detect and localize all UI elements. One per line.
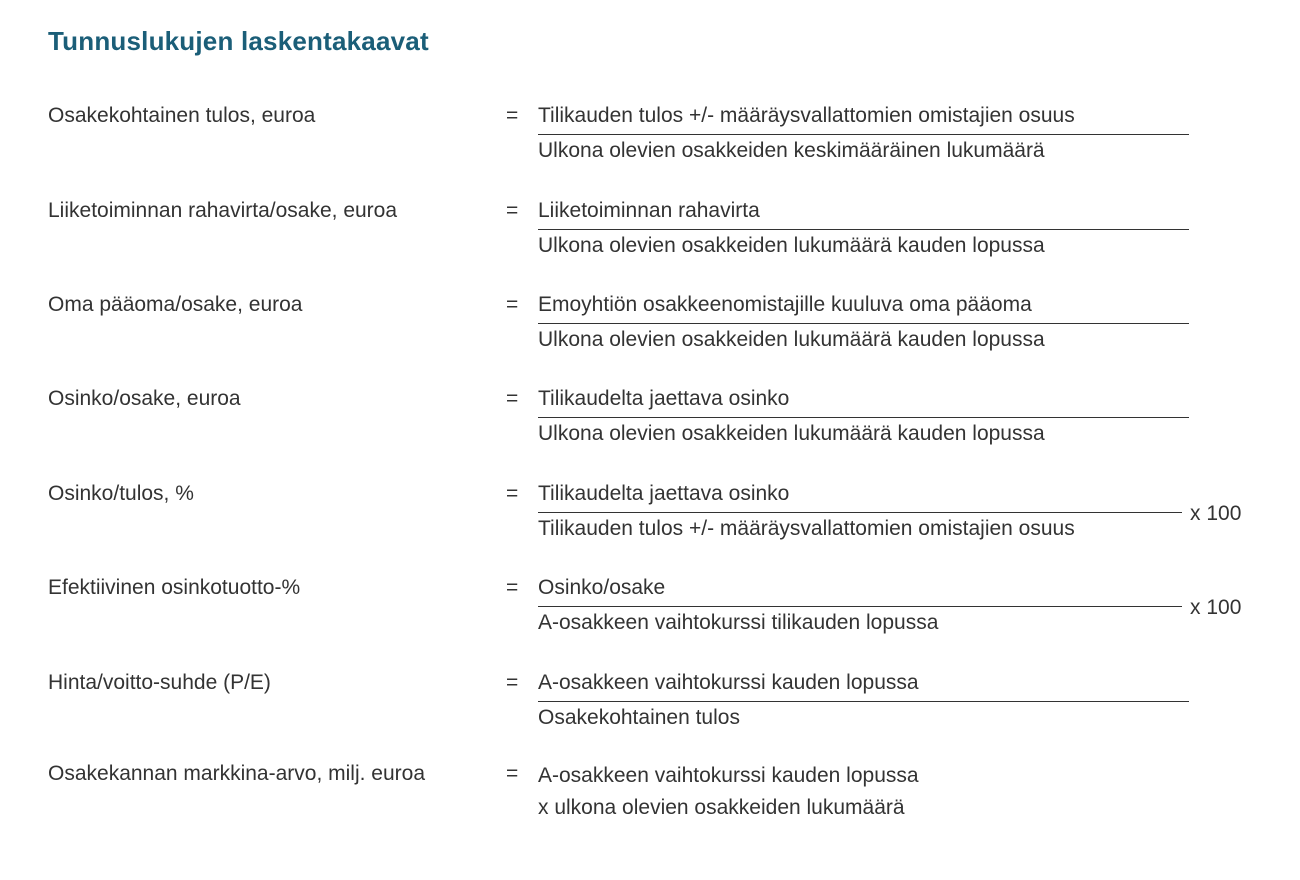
numerator: A-osakkeen vaihtokurssi kauden lopussa bbox=[538, 669, 1189, 702]
equals-sign: = bbox=[506, 482, 519, 505]
formula-row-eps bbox=[0, 102, 1300, 182]
metric-label: Osinko/tulos, % bbox=[48, 482, 194, 505]
metric-label: Liiketoiminnan rahavirta/osake, euroa bbox=[48, 199, 398, 222]
metric-label: Osakekannan markkina-arvo, milj. euroa bbox=[48, 762, 425, 785]
formula-row-cashflow-per-share bbox=[0, 197, 1300, 277]
equals-sign: = bbox=[506, 671, 519, 694]
denominator: Tilikauden tulos +/- määräysvallattomien omistajien osuus bbox=[538, 517, 1075, 540]
fraction bbox=[538, 197, 1189, 260]
denominator: Ulkona olevien osakkeiden lukumäärä kauden lopussa bbox=[538, 234, 1045, 257]
formula-row-payout-ratio bbox=[0, 480, 1300, 560]
denominator: A-osakkeen vaihtokurssi tilikauden lopussa bbox=[538, 611, 939, 634]
expression-line: x ulkona olevien osakkeiden lukumäärä bbox=[538, 796, 905, 819]
product-expression bbox=[538, 760, 1189, 824]
equals-sign: = bbox=[506, 576, 519, 599]
fraction bbox=[538, 480, 1182, 543]
denominator: Ulkona olevien osakkeiden lukumäärä kauden lopussa bbox=[538, 422, 1045, 445]
formula-row-dividend-per-share bbox=[0, 385, 1300, 465]
numerator: Tilikaudelta jaettava osinko bbox=[538, 480, 1182, 513]
denominator: Ulkona olevien osakkeiden keskimääräinen lukumäärä bbox=[538, 139, 1045, 162]
metric-label: Hinta/voitto-suhde (P/E) bbox=[48, 671, 271, 694]
multiplier: x 100 bbox=[1190, 596, 1242, 619]
fraction bbox=[538, 102, 1189, 165]
equals-sign: = bbox=[506, 293, 519, 316]
formula-row-dividend-yield bbox=[0, 574, 1300, 654]
fraction bbox=[538, 669, 1189, 732]
numerator: Osinko/osake bbox=[538, 574, 1182, 607]
fraction bbox=[538, 291, 1189, 354]
metric-label: Osinko/osake, euroa bbox=[48, 387, 241, 410]
equals-sign: = bbox=[506, 387, 519, 410]
equals-sign: = bbox=[506, 762, 519, 785]
expression-line: A-osakkeen vaihtokurssi kauden lopussa bbox=[538, 764, 919, 787]
formula-row-market-cap bbox=[0, 760, 1300, 840]
formula-row-pe-ratio bbox=[0, 669, 1300, 749]
numerator: Tilikaudelta jaettava osinko bbox=[538, 385, 1189, 418]
denominator: Ulkona olevien osakkeiden lukumäärä kauden lopussa bbox=[538, 328, 1045, 351]
numerator: Liiketoiminnan rahavirta bbox=[538, 197, 1189, 230]
metric-label: Oma pääoma/osake, euroa bbox=[48, 293, 303, 316]
equals-sign: = bbox=[506, 199, 519, 222]
denominator: Osakekohtainen tulos bbox=[538, 706, 740, 729]
equals-sign: = bbox=[506, 104, 519, 127]
metric-label: Osakekohtainen tulos, euroa bbox=[48, 104, 316, 127]
numerator: Tilikauden tulos +/- määräysvallattomien omistajien osuus bbox=[538, 102, 1189, 135]
page-title: Tunnuslukujen laskentakaavat bbox=[48, 26, 429, 56]
metric-label: Efektiivinen osinkotuotto-% bbox=[48, 576, 301, 599]
multiplier: x 100 bbox=[1190, 502, 1242, 525]
formula-row-equity-per-share bbox=[0, 291, 1300, 371]
numerator: Emoyhtiön osakkeenomistajille kuuluva oma pääoma bbox=[538, 291, 1189, 324]
fraction bbox=[538, 385, 1189, 448]
fraction bbox=[538, 574, 1182, 637]
